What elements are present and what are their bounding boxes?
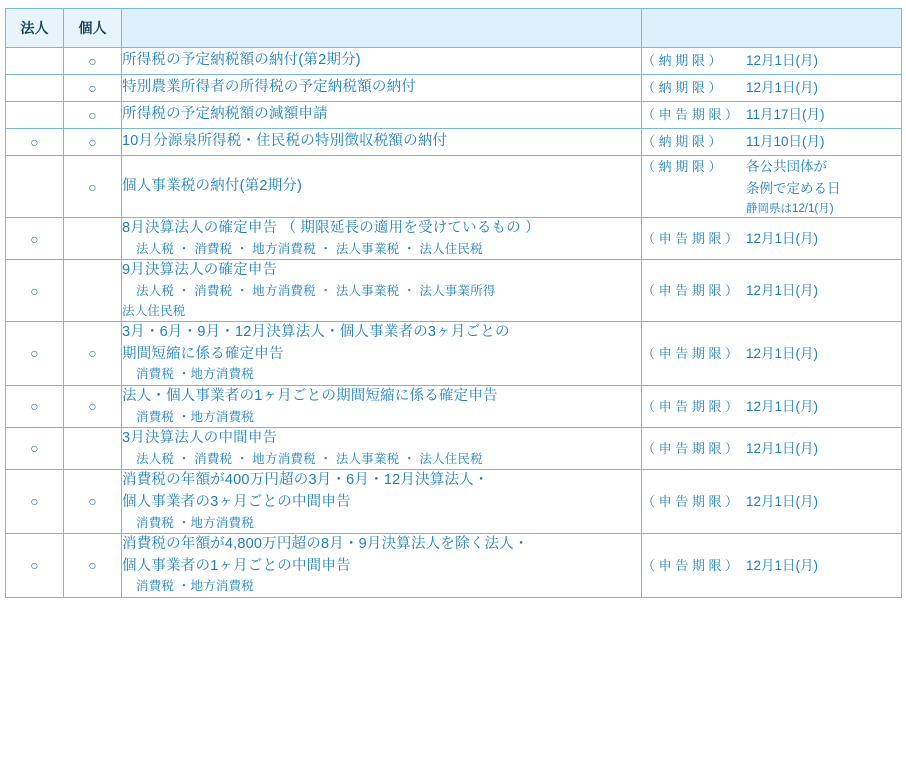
column-header-individual: 個人 xyxy=(64,9,122,48)
cell-description xyxy=(122,321,642,385)
item-subtitle: 消費税 ・地方消費税 xyxy=(136,515,254,530)
cell-individual-mark xyxy=(64,75,122,102)
individual-circle-icon: ○ xyxy=(88,345,97,362)
cell-corporation-mark xyxy=(6,321,64,385)
cell-corporation-mark xyxy=(6,427,64,469)
deadline-wrapper xyxy=(642,228,901,250)
cell-corporation-mark xyxy=(6,48,64,75)
tax-calendar-sheet xyxy=(0,8,906,778)
cell-description xyxy=(122,218,642,260)
deadline-label: （ 申 告 期 限 ） xyxy=(642,231,739,247)
deadline-value: 11月17日(月) xyxy=(746,107,825,123)
item-title: 個人事業税の納付(第2期分) xyxy=(122,177,303,194)
cell-individual-mark xyxy=(64,427,122,469)
cell-individual-mark xyxy=(64,48,122,75)
item-title: 消費税の年額が400万円超の3月・6月・12月決算法人・ 個人事業者の3ヶ月ごとの中間申告 xyxy=(122,472,489,510)
cell-description xyxy=(122,102,642,129)
deadline-value: 11月10日(月) xyxy=(746,134,825,150)
individual-circle-icon: ○ xyxy=(88,80,97,96)
table-row xyxy=(6,427,902,469)
deadline-label: （ 申 告 期 限 ） xyxy=(642,345,739,361)
cell-deadline xyxy=(642,533,902,597)
cell-deadline xyxy=(642,156,902,218)
cell-corporation-mark xyxy=(6,156,64,218)
individual-circle-icon: ○ xyxy=(88,493,97,510)
tax-schedule-table xyxy=(5,8,902,598)
deadline-wrapper xyxy=(642,77,901,99)
table-row xyxy=(6,75,902,102)
cell-individual-mark xyxy=(64,218,122,260)
item-subtitle: 消費税 ・地方消費税 xyxy=(136,579,254,594)
corporation-circle-icon: ○ xyxy=(30,282,39,299)
table-header-row xyxy=(6,9,902,48)
item-subtitle-second: 法人住民税 xyxy=(122,303,186,318)
deadline-value: 12月1日(月) xyxy=(746,345,819,361)
deadline-label: （ 納 期 限 ） xyxy=(642,159,722,174)
cell-deadline xyxy=(642,385,902,427)
cell-deadline xyxy=(642,218,902,260)
cell-deadline xyxy=(642,470,902,534)
item-title: 3月決算法人の中間申告 xyxy=(122,429,278,446)
cell-description xyxy=(122,470,642,534)
deadline-label: （ 納 期 限 ） xyxy=(642,134,722,150)
deadline-label: （ 申 告 期 限 ） xyxy=(642,282,739,298)
cell-deadline xyxy=(642,260,902,322)
deadline-wrapper xyxy=(642,438,901,460)
deadline-value: 12月1日(月) xyxy=(746,231,819,247)
deadline-value-box xyxy=(746,555,818,577)
deadline-note: 静岡県は12/1(月) xyxy=(746,203,834,216)
table-row xyxy=(6,470,902,534)
deadline-value-box xyxy=(746,438,818,460)
cell-individual-mark xyxy=(64,129,122,156)
deadline-wrapper xyxy=(642,50,901,72)
corporation-circle-icon: ○ xyxy=(30,557,39,574)
table-row xyxy=(6,48,902,75)
deadline-label: （ 納 期 限 ） xyxy=(642,80,722,96)
individual-circle-icon: ○ xyxy=(88,107,97,123)
item-title: 3月・6月・9月・12月決算法人・個人事業者の3ヶ月ごとの 期間短縮に係る確定申告 xyxy=(122,323,510,362)
cell-description xyxy=(122,427,642,469)
item-title: 法人・個人事業者の1ヶ月ごとの期間短縮に係る確定申告 xyxy=(122,387,498,404)
item-subtitle: 消費税 ・地方消費税 xyxy=(136,409,254,424)
deadline-wrapper xyxy=(642,491,901,513)
cell-description xyxy=(122,156,642,218)
cell-corporation-mark xyxy=(6,218,64,260)
corporation-circle-icon: ○ xyxy=(30,230,39,247)
table-header xyxy=(6,9,902,48)
corporation-circle-icon: ○ xyxy=(30,398,39,415)
cell-individual-mark xyxy=(64,321,122,385)
deadline-value-box xyxy=(746,77,818,99)
deadline-value-box xyxy=(746,156,841,217)
cell-individual-mark xyxy=(64,533,122,597)
deadline-wrapper xyxy=(642,104,901,126)
deadline-value: 各公共団体が 条例で定める日 xyxy=(746,159,841,196)
cell-corporation-mark xyxy=(6,533,64,597)
deadline-wrapper xyxy=(642,131,901,153)
table-row xyxy=(6,102,902,129)
deadline-wrapper xyxy=(642,555,901,577)
cell-deadline xyxy=(642,321,902,385)
deadline-value: 12月1日(月) xyxy=(746,493,819,509)
deadline-label: （ 申 告 期 限 ） xyxy=(642,493,739,509)
corporation-circle-icon: ○ xyxy=(30,440,39,457)
corporation-circle-icon: ○ xyxy=(30,345,39,362)
corporation-circle-icon: ○ xyxy=(30,134,39,150)
deadline-value: 12月1日(月) xyxy=(746,440,819,456)
deadline-wrapper xyxy=(642,280,901,302)
item-subtitle: 法人税 ・ 消費税 ・ 地方消費税 ・ 法人事業税 ・ 法人住民税 xyxy=(136,242,483,257)
item-title: 特別農業所得者の所得税の予定納税額の納付 xyxy=(122,79,416,96)
item-subtitle: 消費税 ・地方消費税 xyxy=(136,367,254,382)
table-row xyxy=(6,385,902,427)
cell-deadline xyxy=(642,75,902,102)
corporation-circle-icon: ○ xyxy=(30,493,39,510)
individual-circle-icon: ○ xyxy=(88,398,97,415)
deadline-label: （ 納 期 限 ） xyxy=(642,53,722,69)
deadline-value: 12月1日(月) xyxy=(746,557,819,573)
deadline-value-box xyxy=(746,280,818,302)
deadline-value: 12月1日(月) xyxy=(746,282,819,298)
cell-corporation-mark xyxy=(6,75,64,102)
table-row xyxy=(6,218,902,260)
column-header-corporation: 法人 xyxy=(6,9,64,48)
deadline-value-box xyxy=(746,343,818,365)
item-title: 8月決算法人の確定申告 （ 期限延長の適用を受けているもの ） xyxy=(122,220,540,237)
individual-circle-icon: ○ xyxy=(88,178,97,195)
column-header-deadline xyxy=(642,9,902,48)
item-title: 9月決算法人の確定申告 xyxy=(122,262,278,279)
cell-deadline xyxy=(642,427,902,469)
cell-corporation-mark xyxy=(6,260,64,322)
deadline-label: （ 申 告 期 限 ） xyxy=(642,107,739,123)
individual-circle-icon: ○ xyxy=(88,53,97,69)
cell-corporation-mark xyxy=(6,470,64,534)
deadline-value-box xyxy=(746,131,825,153)
table-body xyxy=(6,48,902,598)
cell-description xyxy=(122,385,642,427)
item-subtitle: 法人税 ・ 消費税 ・ 地方消費税 ・ 法人事業税 ・ 法人住民税 xyxy=(136,451,483,466)
deadline-value: 12月1日(月) xyxy=(746,398,819,414)
deadline-value-box xyxy=(746,50,818,72)
deadline-wrapper xyxy=(642,396,901,418)
cell-corporation-mark xyxy=(6,385,64,427)
table-row xyxy=(6,129,902,156)
deadline-label: （ 申 告 期 限 ） xyxy=(642,557,739,573)
table-row xyxy=(6,321,902,385)
deadline-value-box xyxy=(746,396,818,418)
deadline-value-box xyxy=(746,104,825,126)
item-title: 所得税の予定納税額の納付(第2期分) xyxy=(122,52,361,69)
deadline-wrapper xyxy=(642,156,901,217)
item-title: 所得税の予定納税額の減額申請 xyxy=(122,106,328,123)
column-header-description xyxy=(122,9,642,48)
cell-description xyxy=(122,129,642,156)
cell-individual-mark xyxy=(64,260,122,322)
cell-deadline xyxy=(642,129,902,156)
table-row xyxy=(6,156,902,218)
cell-individual-mark xyxy=(64,385,122,427)
cell-description xyxy=(122,533,642,597)
item-title: 10月分源泉所得税・住民税の特別徴収税額の納付 xyxy=(122,133,448,150)
deadline-label: （ 申 告 期 限 ） xyxy=(642,398,739,414)
table-row xyxy=(6,533,902,597)
cell-corporation-mark xyxy=(6,129,64,156)
cell-individual-mark xyxy=(64,470,122,534)
deadline-value: 12月1日(月) xyxy=(746,80,819,96)
cell-individual-mark xyxy=(64,156,122,218)
cell-description xyxy=(122,260,642,322)
item-subtitle: 法人税 ・ 消費税 ・ 地方消費税 ・ 法人事業税 ・ 法人事業所得 xyxy=(136,284,496,299)
table-row xyxy=(6,260,902,322)
cell-individual-mark xyxy=(64,102,122,129)
cell-deadline xyxy=(642,102,902,129)
cell-description xyxy=(122,48,642,75)
deadline-value-box xyxy=(746,228,818,250)
deadline-value: 12月1日(月) xyxy=(746,53,819,69)
deadline-wrapper xyxy=(642,343,901,365)
deadline-value-box xyxy=(746,491,818,513)
individual-circle-icon: ○ xyxy=(88,557,97,574)
individual-circle-icon: ○ xyxy=(88,134,97,150)
deadline-label: （ 申 告 期 限 ） xyxy=(642,440,739,456)
cell-deadline xyxy=(642,48,902,75)
cell-corporation-mark xyxy=(6,102,64,129)
item-title: 消費税の年額が4,800万円超の8月・9月決算法人を除く法人・ 個人事業者の1ヶ月ごとの中間申告 xyxy=(122,535,529,574)
cell-description xyxy=(122,75,642,102)
